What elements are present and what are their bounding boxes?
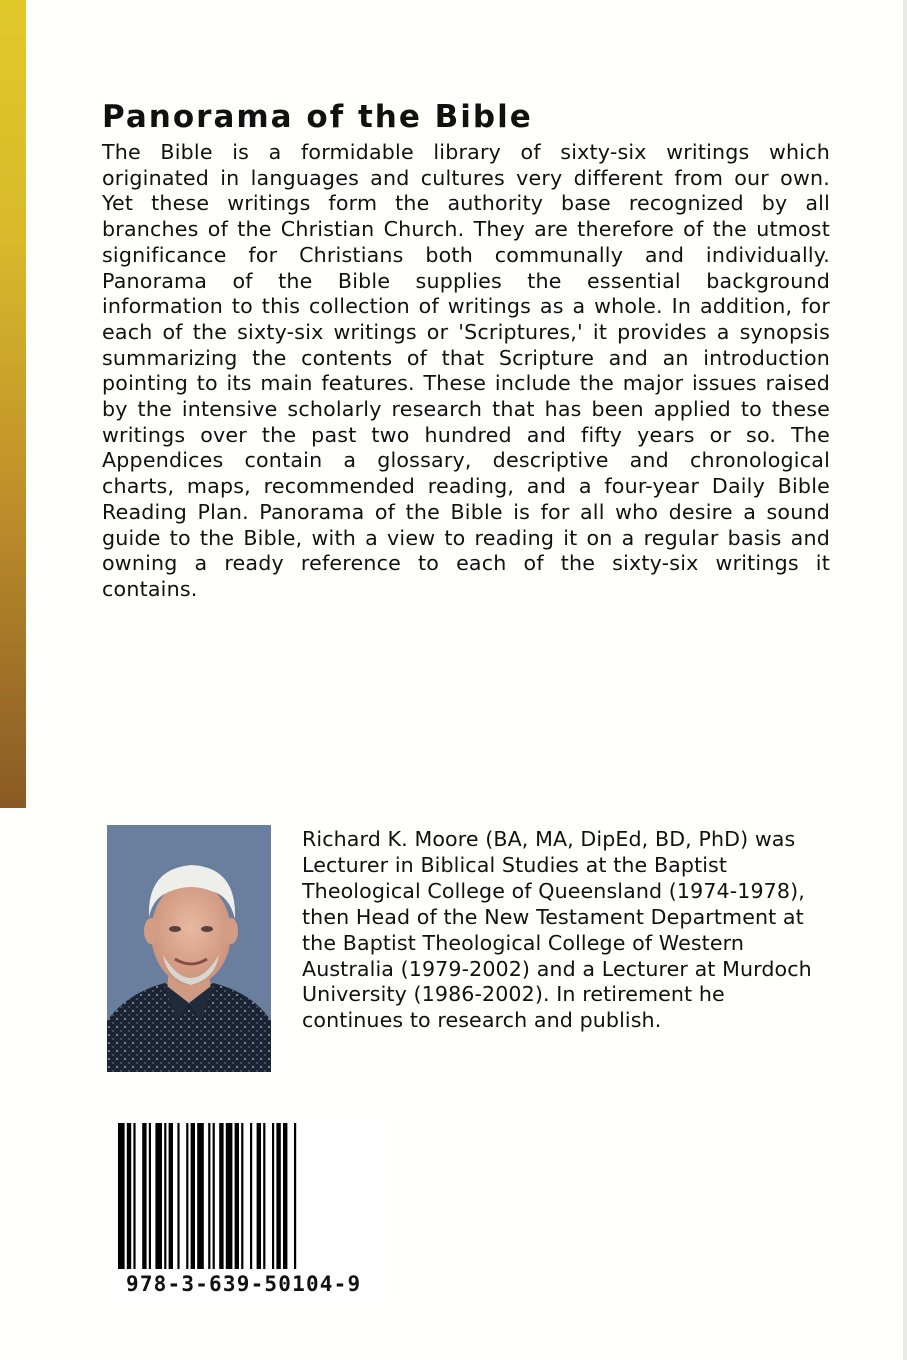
barcode-bar: [169, 1123, 173, 1269]
isbn-barcode: [112, 1119, 386, 1301]
barcode-bar: [263, 1123, 265, 1269]
barcode-bar: [276, 1123, 280, 1269]
barcode-bar: [272, 1123, 274, 1269]
barcode-bar: [133, 1123, 135, 1269]
barcode-bar: [142, 1123, 146, 1269]
barcode-bar: [241, 1123, 243, 1269]
barcode-bar: [164, 1123, 166, 1269]
barcode-bar: [155, 1123, 162, 1269]
author-bio: Richard K. Moore (BA, MA, DipEd, BD, PhD) was Lecturer in Biblical Studies at the Baptist Theological College of Queensland (1974-1978), then Head of the New Testament Department at the Baptist Theological College of Western Australia (1979-2002) and a Lecturer at Murdoch University (1986-2002). In retirement he continues to research and publish.: [302, 827, 812, 1033]
barcode-bar: [250, 1123, 252, 1269]
book-description: The Bible is a formidable library of sixty-six writings which originated in languages and cultures very different from our own. Yet these writings form the authority base recognized by all branches of the Christian Church. They are therefore of the utmost significance for Christians both communally and individually. Panorama of the Bible supplies the essential background information to this collection of writings as a whole. In addition, for each of the sixty-six writings or 'Scriptures,' it provides a synopsis summarizing the contents of that Scripture and an introduction pointing to its main features. These include the major issues raised by the intensive scholarly research that has been applied to these writings over the past two hundred and fifty years or so. The Appendices contain a glossary, descriptive and chronological charts, maps, recommended reading, and a four-year Daily Bible Reading Plan. Panorama of the Bible is for all who desire a sound guide to the Bible, with a view to reading it on a regular basis and owning a ready reference to each of the sixty-six writings it contains.: [102, 140, 830, 601]
barcode-bar: [197, 1123, 204, 1269]
barcode-bar: [235, 1123, 239, 1269]
barcode-bar: [213, 1123, 215, 1269]
barcode-bar: [186, 1123, 188, 1269]
barcode-bar: [177, 1123, 179, 1269]
barcode-bar: [283, 1123, 287, 1269]
barcode-bar: [294, 1123, 296, 1269]
barcode-bar: [191, 1123, 195, 1269]
barcode-bar: [127, 1123, 131, 1269]
isbn-number: 978-3-639-50104-9: [126, 1272, 362, 1296]
barcode-bar: [226, 1123, 233, 1269]
spine-color-band: [0, 0, 26, 808]
barcode-bars: [116, 1123, 382, 1269]
barcode-bar: [257, 1123, 261, 1269]
barcode-bar: [118, 1123, 125, 1269]
barcode-bar: [149, 1123, 151, 1269]
page-edge: [903, 0, 907, 1360]
book-title: Panorama of the Bible: [102, 99, 533, 135]
barcode-bar: [208, 1123, 210, 1269]
author-photo: [107, 825, 271, 1072]
barcode-bar: [219, 1123, 223, 1269]
